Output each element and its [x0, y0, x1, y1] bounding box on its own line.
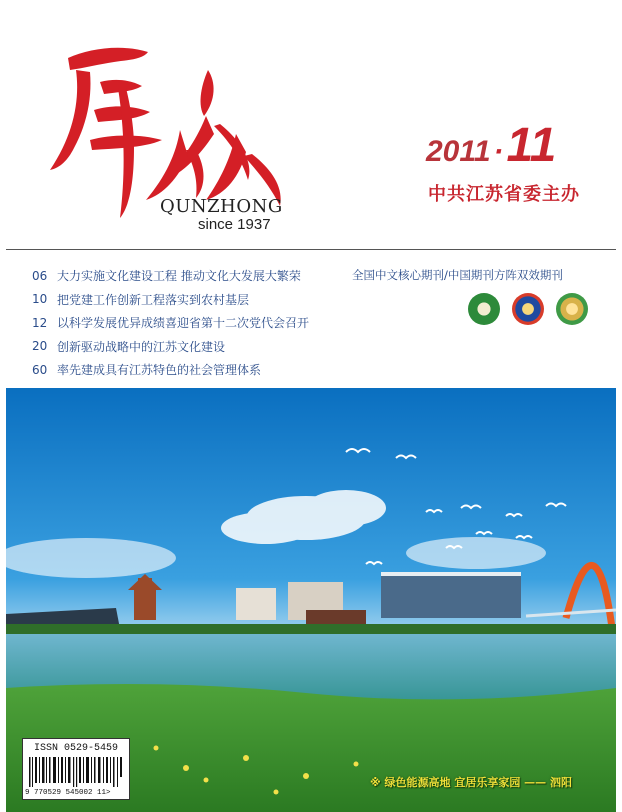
toc-page: 12	[32, 315, 48, 330]
journal-matrix-seal-icon	[512, 293, 544, 325]
toc-title: 率先建成具有江苏特色的社会管理体系	[57, 363, 262, 378]
slogan: ※ 绿色能源高地 宜居乐享家园 —— 泗阳	[370, 776, 573, 789]
toc-page: 06	[32, 268, 48, 283]
toc-item	[32, 288, 362, 312]
toc-page: 60	[32, 362, 48, 377]
issue-number	[426, 118, 556, 173]
toc-item	[32, 335, 362, 359]
core-journal-seal-icon	[468, 293, 500, 325]
issn: ISSN 0529-5459	[33, 743, 118, 754]
toc-title: 把党建工作创新工程落实到农村基层	[57, 292, 250, 307]
masthead	[0, 0, 622, 250]
toc-page: 10	[32, 292, 48, 307]
barcode-number: 9 770529 545002 11>	[25, 789, 111, 797]
barcode-box	[22, 738, 130, 800]
barcode-icon	[29, 757, 125, 787]
toc-item	[32, 264, 362, 288]
award-seal-icon	[556, 293, 588, 325]
issue-month: 11	[506, 119, 557, 172]
issue-dot: ·	[493, 135, 504, 168]
toc-title: 大力实施文化建设工程 推动文化大发展大繁荣	[57, 269, 301, 284]
logo-since: since 1937	[198, 216, 271, 233]
toc-page: 20	[32, 339, 48, 354]
table-of-contents	[32, 264, 362, 382]
toc-item	[32, 311, 362, 335]
toc-title: 以科学发展优异成绩喜迎省第十二次党代会召开	[57, 316, 310, 331]
issue-year: 2011	[426, 135, 491, 168]
divider	[6, 249, 616, 250]
toc-title: 创新驱动战略中的江苏文化建设	[57, 339, 226, 354]
sponsor: 中共江苏省委主办	[428, 184, 580, 205]
logo-pinyin: QUNZHONG	[160, 196, 283, 217]
toc-item	[32, 358, 362, 382]
badge-title: 全国中文核心期刊/中国期刊方阵双效期刊	[352, 268, 563, 282]
